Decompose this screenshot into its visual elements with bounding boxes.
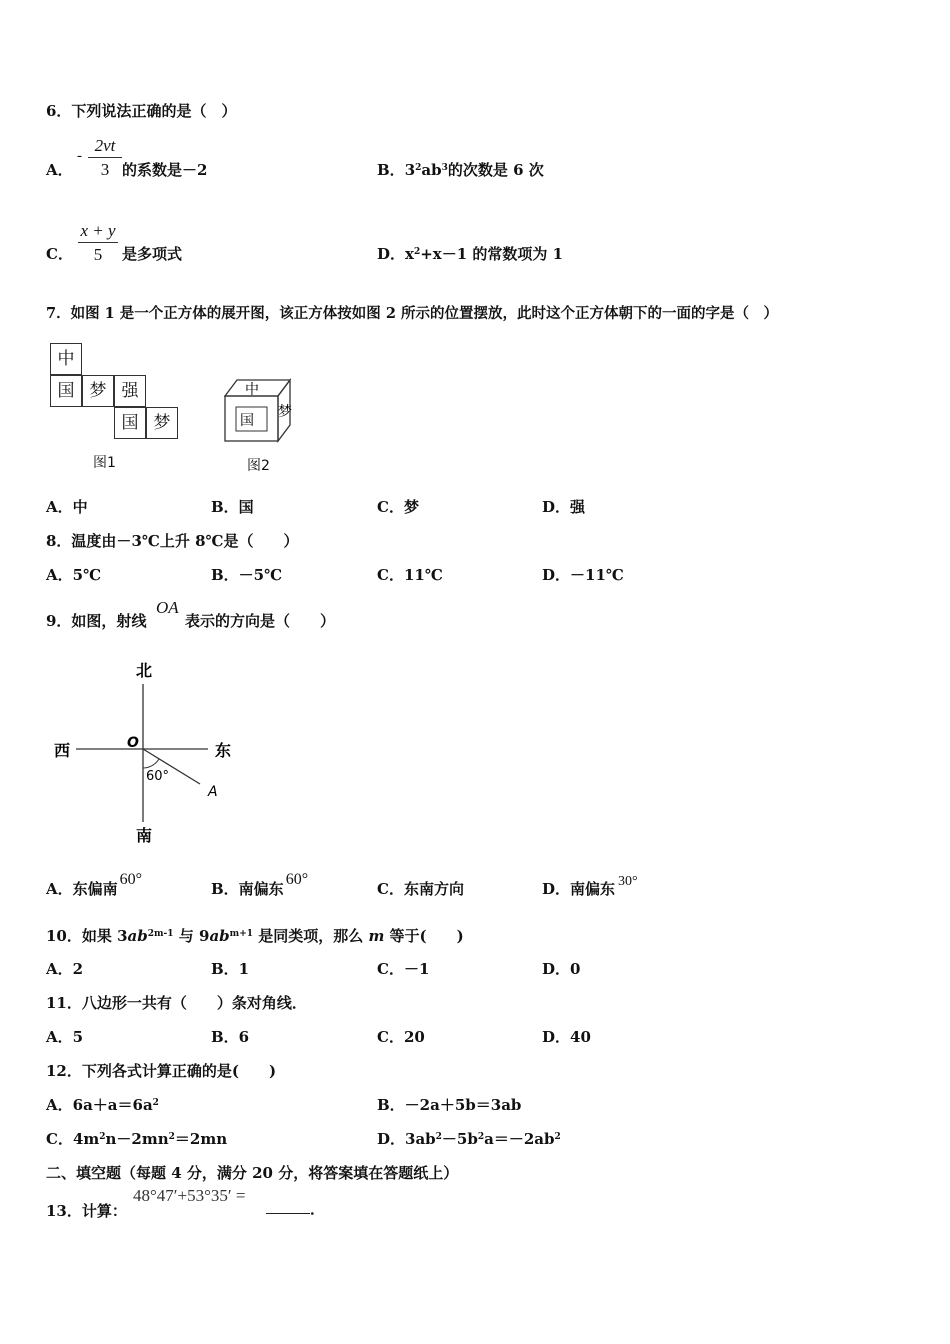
cube-top-face: 中 bbox=[245, 382, 259, 398]
net-cell-1: 中 bbox=[50, 343, 82, 375]
q9-stem-post: 表示的方向是（ ） bbox=[185, 612, 336, 630]
section2-title: 二、填空题（每题 4 分，满分 20 分，将答案填在答题纸上） bbox=[46, 1164, 459, 1182]
q6-option-a-denominator: 3 bbox=[100, 160, 110, 179]
q7-option-a: A．中 bbox=[46, 498, 88, 516]
q6-option-b: B．$3^2ab^3$的次数是 6 次 bbox=[377, 161, 544, 179]
q12-option-d: D．$3ab^2-5b^2a=-2ab^2$ bbox=[377, 1130, 561, 1148]
q8-option-b: B．－5℃ bbox=[211, 566, 283, 584]
q12-option-a: A．$6a+a=6a^2$ bbox=[46, 1096, 159, 1114]
q13-answer-blank[interactable]: ． bbox=[266, 1199, 325, 1219]
q13-expression: 48°47′+53°35′ = bbox=[133, 1186, 246, 1205]
compass-south: 南 bbox=[136, 826, 153, 845]
compass-angle: 60° bbox=[146, 769, 170, 784]
q6-option-c-text: 是多项式 bbox=[122, 245, 183, 263]
q12-option-c: C．$4m^2n-2mn^2=2mn$ bbox=[46, 1130, 228, 1148]
cube-side-face: 梦 bbox=[278, 404, 292, 420]
q8-option-c: C．11℃ bbox=[377, 566, 443, 584]
q11-option-d: D．40 bbox=[542, 1028, 591, 1046]
net-cell-3: 梦 bbox=[82, 375, 114, 407]
q8-stem: 8．温度由－3℃上升 8℃是（ ） bbox=[46, 532, 299, 550]
q6-option-c-numerator: x + y bbox=[78, 221, 118, 243]
q9-option-c: C．东南方向 bbox=[377, 880, 464, 898]
q7-stem: 7．如图 1 是一个正方体的展开图，该正方体按如图 2 所示的位置摆放，此时这个正方体朝下的一面的字是（ ） bbox=[46, 305, 778, 322]
q6-option-c-denominator: 5 bbox=[93, 245, 103, 264]
q13-label: 13．计算： bbox=[46, 1202, 127, 1220]
compass-origin: O bbox=[127, 735, 139, 751]
q7-option-c: C．梦 bbox=[377, 498, 419, 516]
q11-option-b: B．6 bbox=[211, 1028, 250, 1046]
figure1-caption: 图1 bbox=[93, 455, 116, 471]
q9-option-a: A．东偏南60° bbox=[46, 871, 143, 898]
q6-option-c-fraction bbox=[78, 221, 118, 265]
q6-option-a-label: A． bbox=[46, 161, 73, 179]
q10-option-a: A．2 bbox=[46, 960, 84, 978]
q6-option-a-numerator: 2vt bbox=[88, 136, 122, 158]
q6-option-a-text: 的系数是－2 bbox=[122, 161, 208, 179]
net-cell-6: 梦 bbox=[146, 407, 178, 439]
q7-option-b: B．国 bbox=[211, 498, 254, 516]
net-cell-2: 国 bbox=[50, 375, 82, 407]
q10-option-d: D．0 bbox=[542, 960, 581, 978]
q11-stem: 11．八边形一共有（ ）条对角线． bbox=[46, 994, 307, 1012]
q11-option-c: C．20 bbox=[377, 1028, 425, 1046]
q7-option-d: D．强 bbox=[542, 498, 586, 516]
net-cell-4: 强 bbox=[114, 375, 146, 407]
q6-option-d: D．$x^2+x-1$ 的常数项为 1 bbox=[377, 245, 564, 263]
compass-point-a: A bbox=[208, 784, 218, 800]
q9-compass-figure bbox=[48, 656, 248, 852]
q9-option-d: D．南偏东 30° bbox=[542, 874, 638, 898]
q11-option-a: A．5 bbox=[46, 1028, 84, 1046]
q6-option-a-sign: - bbox=[77, 148, 82, 164]
q9-stem-pre: 9．如图，射线 bbox=[46, 612, 147, 630]
cube-front-face: 国 bbox=[240, 413, 254, 429]
compass-west: 西 bbox=[54, 741, 71, 760]
q6-option-a-fraction bbox=[88, 136, 122, 180]
q12-option-b: B．－2a＋5b＝3ab bbox=[377, 1096, 522, 1114]
q6-stem: 6．下列说法正确的是（ ） bbox=[46, 102, 237, 120]
q7-figure2-cube bbox=[220, 374, 296, 446]
q10-stem: 10．如果 $3ab^{2m-1}$ 与 $9ab^{m+1}$ 是同类项，那么 m 等于( ) bbox=[46, 927, 464, 945]
q10-option-b: B．1 bbox=[211, 960, 250, 978]
compass-east: 东 bbox=[215, 741, 232, 760]
q9-option-b: B．南偏东60° bbox=[211, 871, 309, 898]
q8-option-a: A．5℃ bbox=[46, 566, 102, 584]
q9-ray-label: OA bbox=[156, 598, 179, 617]
q8-option-d: D．－11℃ bbox=[542, 566, 624, 584]
net-cell-5: 国 bbox=[114, 407, 146, 439]
compass-north: 北 bbox=[136, 661, 153, 680]
q6-option-c-label: C． bbox=[46, 245, 73, 263]
q12-stem: 12．下列各式计算正确的是( ) bbox=[46, 1062, 277, 1080]
q10-option-c: C．－1 bbox=[377, 960, 430, 978]
figure2-caption: 图2 bbox=[247, 458, 270, 474]
